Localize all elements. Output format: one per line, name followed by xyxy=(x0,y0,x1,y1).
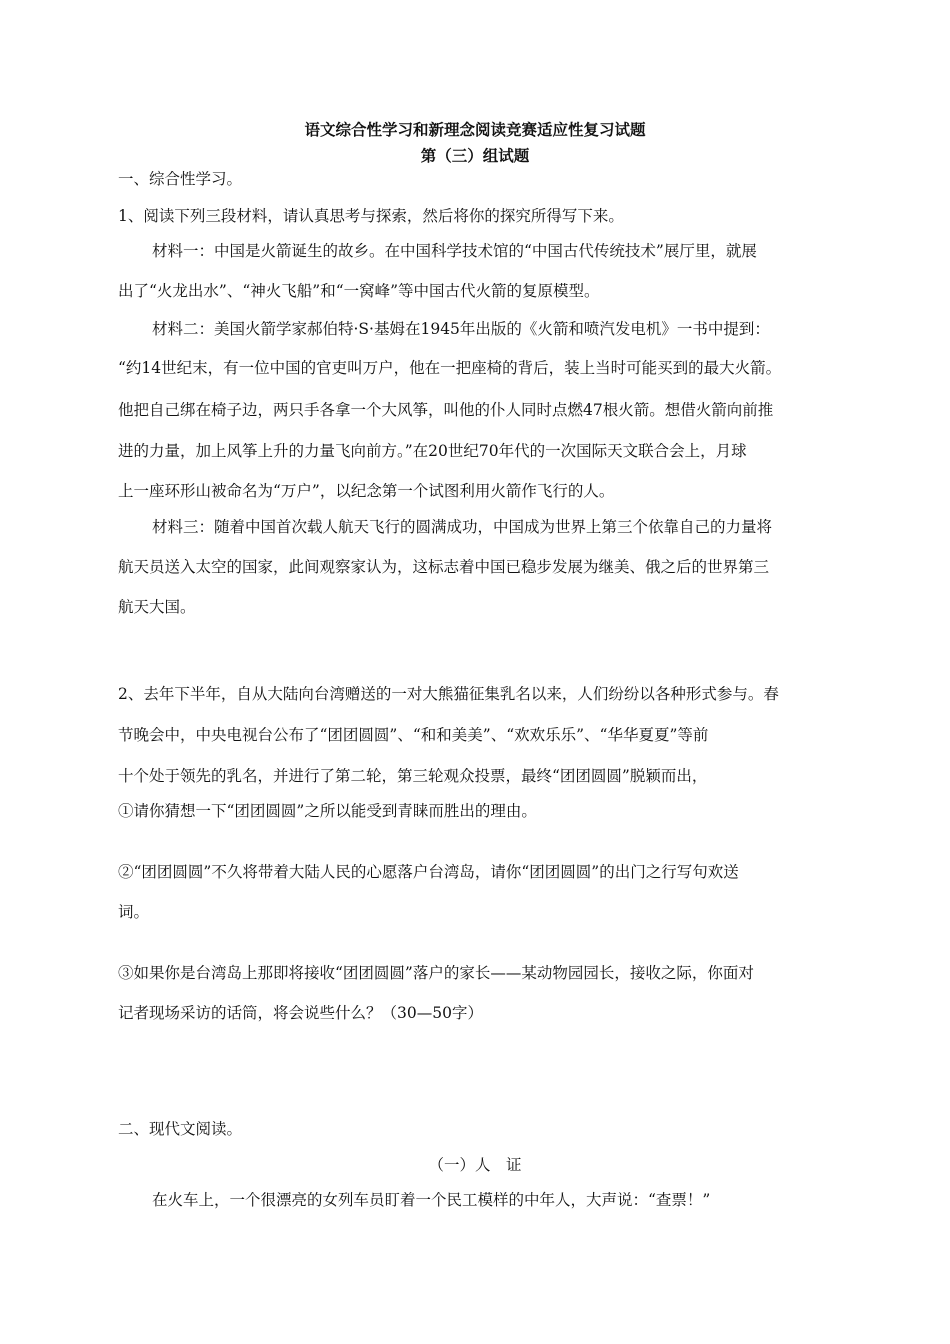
question-2-line-1: 2、去年下半年，自从大陆向台湾赠送的一对大熊猫征集乳名以来，人们纷纷以各种形式参与。春 xyxy=(118,685,779,703)
question-2-sub-3-line-2: 记者现场采访的话筒，将会说些什么？（30—50字） xyxy=(118,1004,483,1022)
material-2-line-5: 上一座环形山被命名为“万户”，以纪念第一个试图利用火箭作飞行的人。 xyxy=(118,482,615,500)
question-2-line-3: 十个处于领先的乳名，并进行了第二轮，第三轮观众投票，最终“团团圆圆”脱颖而出， xyxy=(118,767,708,785)
question-2-line-2: 节晚会中，中央电视台公布了“团团圆圆”、“和和美美”、“欢欢乐乐”、“华华夏夏”等前 xyxy=(118,726,709,744)
section-heading-1: 一、综合性学习。 xyxy=(118,170,243,188)
document-subtitle: 第（三）组试题 xyxy=(420,146,530,165)
story-title: （一）人 证 xyxy=(428,1156,522,1174)
material-1-line-1: 材料一：中国是火箭诞生的故乡。在中国科学技术馆的“中国古代传统技术”展厅里，就展 xyxy=(152,242,757,260)
material-3-line-2: 航天员送入太空的国家，此间观察家认为，这标志着中国已稳步发展为继美、俄之后的世界第三 xyxy=(118,558,770,576)
section-heading-2: 二、现代文阅读。 xyxy=(118,1120,243,1138)
question-1: 1、阅读下列三段材料，请认真思考与探索，然后将你的探究所得写下来。 xyxy=(118,207,624,225)
document-title: 语文综合性学习和新理念阅读竞赛适应性复习试题 xyxy=(304,120,646,139)
material-2-line-1: 材料二：美国火箭学家郝伯特·S·基姆在1945年出版的《火箭和喷汽发电机》一书中提到： xyxy=(152,320,770,338)
question-2-sub-3-line-1: ③如果你是台湾岛上那即将接收“团团圆圆”落户的家长——某动物园园长，接收之际，你面对 xyxy=(118,964,754,982)
material-2-line-4: 进的力量，加上风筝上升的力量飞向前方。”在20世纪70年代的一次国际天文联合会上，月球 xyxy=(118,442,747,460)
question-2-sub-2-line-1: ②“团团圆圆”不久将带着大陆人民的心愿落户台湾岛，请你“团团圆圆”的出门之行写句欢送 xyxy=(118,863,739,881)
material-2-line-2: “约14世纪末，有一位中国的官吏叫万户，他在一把座椅的背后，装上当时可能买到的最大火箭。 xyxy=(118,359,782,377)
question-2-sub-2-line-2: 词。 xyxy=(118,903,150,921)
question-2-sub-1: ①请你猜想一下“团团圆圆”之所以能受到青睐而胜出的理由。 xyxy=(118,802,537,820)
material-1-line-2: 出了“火龙出水”、“神火飞船”和“一窝峰”等中国古代火箭的复原模型。 xyxy=(118,282,600,300)
material-3-line-3: 航天大国。 xyxy=(118,598,196,616)
material-2-line-3: 他把自己绑在椅子边，两只手各拿一个大风筝，叫他的仆人同时点燃47根火箭。想借火箭向前推 xyxy=(118,401,774,419)
story-line-1: 在火车上，一个很漂亮的女列车员盯着一个民工模样的中年人，大声说：“查票！” xyxy=(152,1191,711,1209)
material-3-line-1: 材料三：随着中国首次载人航天飞行的圆满成功，中国成为世界上第三个依靠自己的力量将 xyxy=(152,518,773,536)
